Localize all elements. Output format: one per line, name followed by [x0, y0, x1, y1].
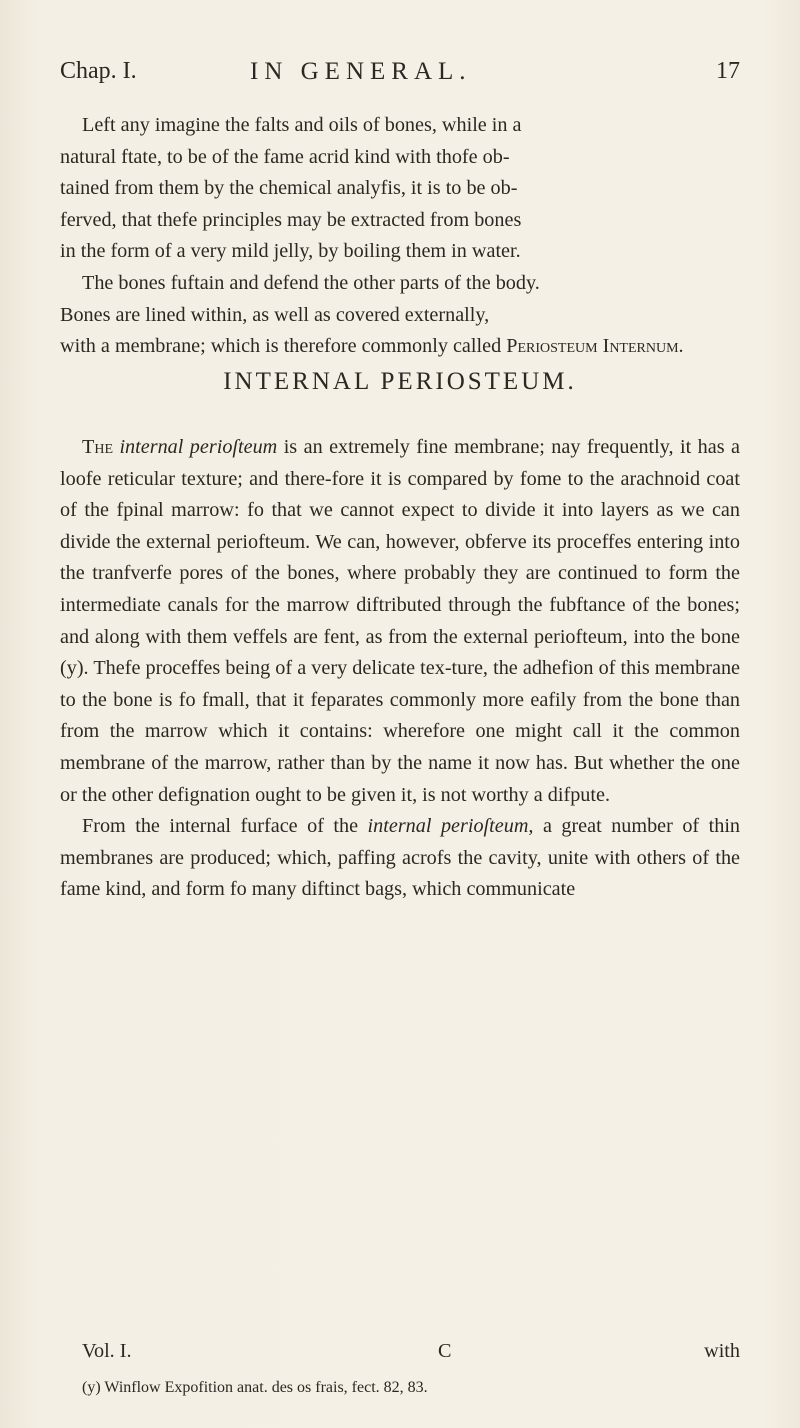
catchword: with — [704, 1340, 740, 1362]
volume-label: Vol. I. — [82, 1340, 132, 1362]
lead-word: The — [82, 436, 113, 458]
text-line — [60, 331, 740, 363]
text-line-content: with a membrane; which is therefore commonly called — [60, 335, 502, 358]
text-line: in the form of a very mild jelly, by boiling them in water. — [60, 240, 521, 263]
text-line: ferved, that thefe principles may be extracted from bones — [60, 208, 522, 231]
text-line: Bones are lined within, as well as covered externally, — [60, 303, 490, 326]
paragraph-body: is an extremely fine membrane; nay frequently, it has a loofe reticular texture; and there-fore it is compared by fome to the arachnoid coat of the fpinal marrow: fo that we cannot expect to divide it into layers as we can divide the external periofteum. We can, however, obferve its proceffes entering into the tranfverfe pores of the bones, where probably they are continued to form the intermediate canals for the marrow diftributed through the fubftance of the bones; and along with them veffels are fent, as from the external periofteum, into the bone (y). Thefe proceffes being of a very delicate tex-ture, the adhefion of this membrane to the bone is fo fmall, that it feparates commonly more eafily from the bone than from the marrow which it contains: wherefore one might call it the common membrane of the marrow, rather than by the name it now has. But whether the one or the other defignation ought to be given it, is not worthy a difpute. — [60, 436, 740, 806]
running-header — [60, 58, 740, 98]
text-line: Left any imagine the falts and oils of bones, while in a — [82, 114, 522, 136]
italic-term: internal perioſteum, — [367, 815, 534, 838]
running-title: IN GENERAL. — [250, 58, 472, 85]
term-periosteum-internum: Periosteum Internum. — [506, 335, 684, 358]
paragraph-text — [60, 432, 740, 811]
text-line: natural ftate, to be of the fame acrid kind with thofe ob- — [60, 145, 510, 168]
signature-line — [60, 1340, 740, 1372]
text-line: tained from them by the chemical analyfis, it is to be ob- — [60, 177, 518, 200]
paragraph-bone-jelly — [60, 110, 740, 363]
chapter-label: Chap. I. — [60, 58, 137, 84]
italic-term: internal perioſteum — [119, 436, 278, 458]
paragraph-body: a great number of thin membranes are produced; which, paffing acrofs the cavity, unite with others of the fame kind, and form fo many diftinct bags, which communicate — [60, 815, 741, 901]
footnote: (y) Winflow Expofition anat. des os frais, fect. 82, 83. — [82, 1379, 428, 1396]
signature-mark: C — [438, 1340, 452, 1362]
lead-text: From the internal furface of the — [82, 815, 359, 838]
text-line: The bones fuftain and defend the other parts of the body. — [82, 271, 540, 294]
page-number: 17 — [716, 58, 740, 84]
paragraph-text — [60, 811, 740, 906]
paragraph-internal-periosteum — [60, 432, 740, 906]
section-heading: INTERNAL PERIOSTEUM. — [223, 368, 577, 395]
